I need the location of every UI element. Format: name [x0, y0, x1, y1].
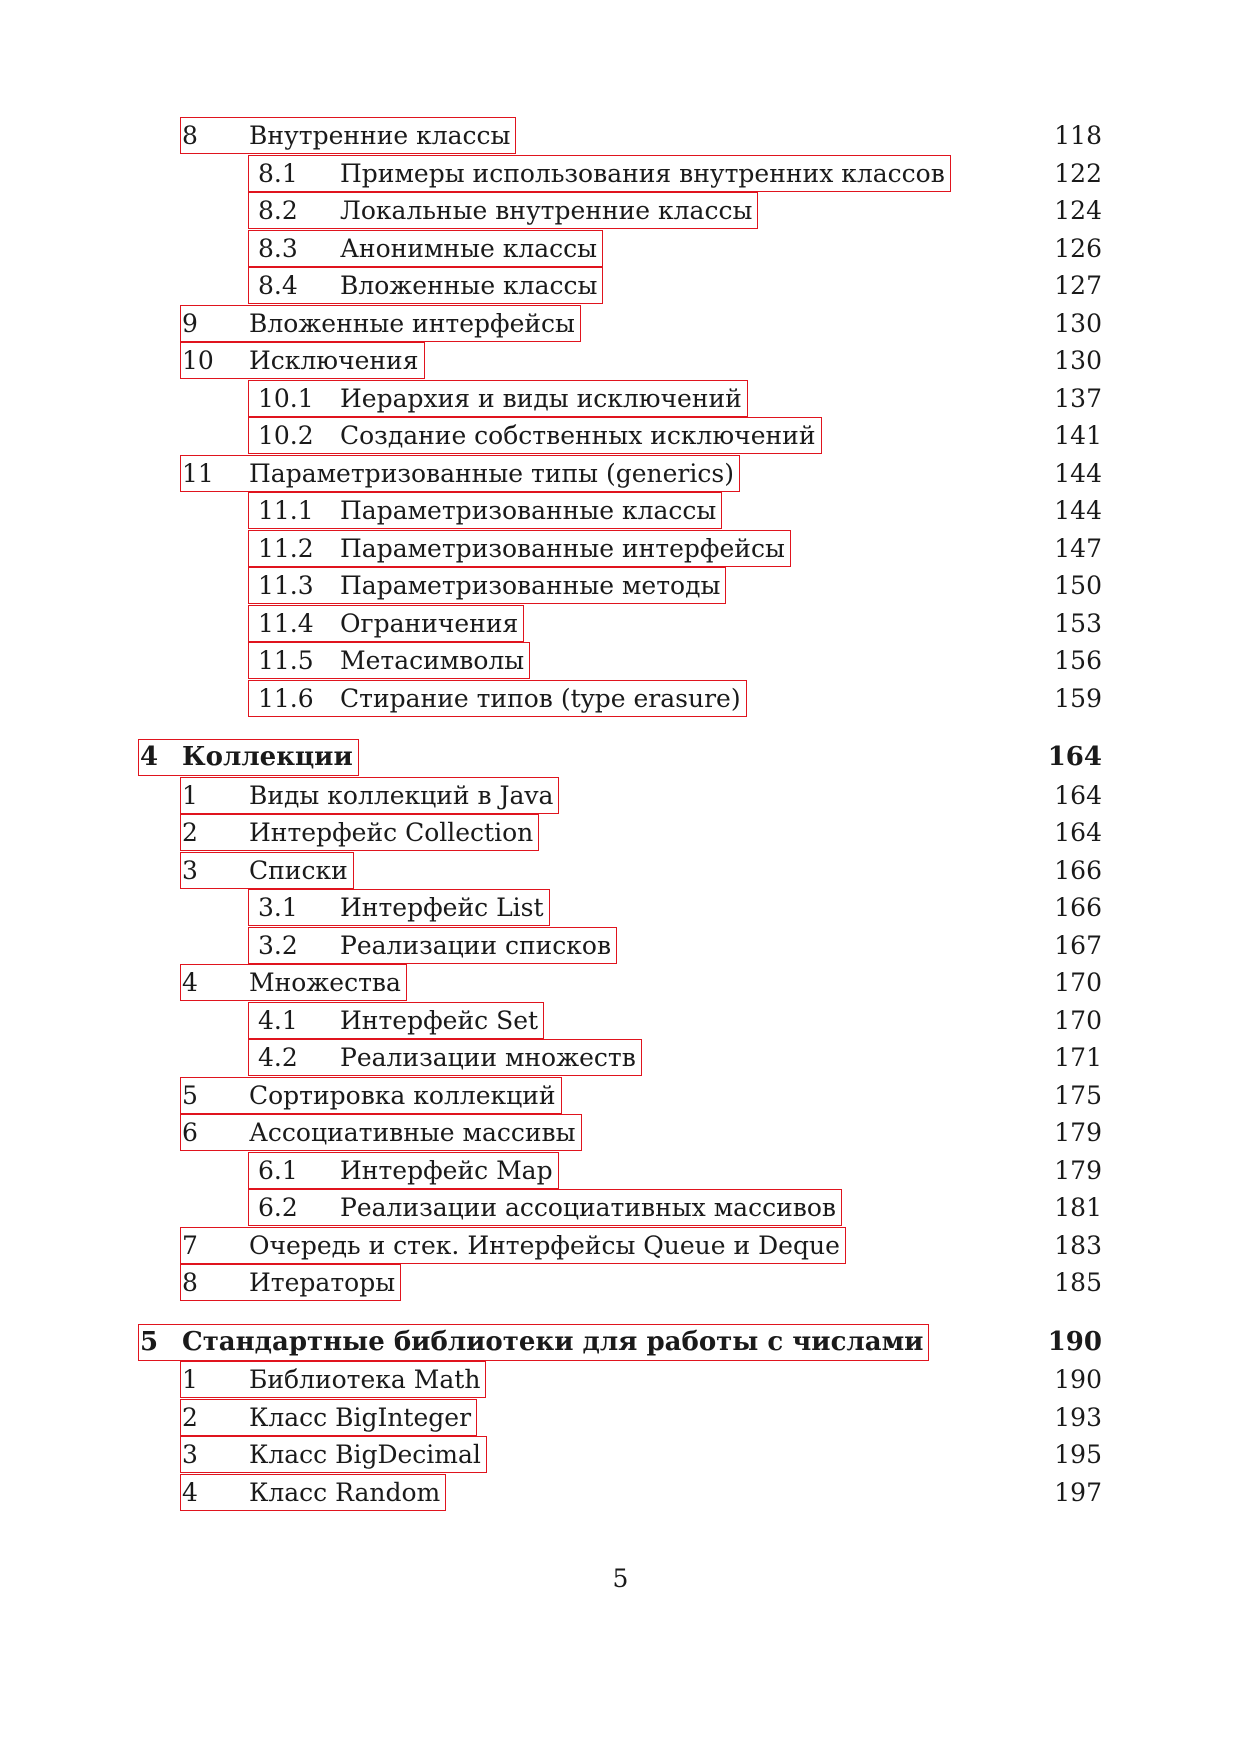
toc-entry-title: Стирание типов (type erasure) — [340, 684, 741, 713]
toc-entry-number: 4.2 — [258, 1043, 298, 1072]
toc-entry-number: 7 — [182, 1231, 198, 1260]
toc-entry-number: 10.1 — [258, 384, 314, 413]
toc-entry-page: 179 — [1054, 1118, 1102, 1147]
toc-entry-title: Интерфейс Collection — [249, 818, 534, 847]
toc-entry — [0, 155, 1102, 192]
toc-link-box[interactable] — [248, 380, 748, 417]
toc-link-box[interactable] — [180, 117, 516, 154]
toc-entry — [0, 455, 1102, 492]
toc-entry — [0, 1264, 1102, 1301]
toc-link-box[interactable] — [180, 1077, 562, 1114]
toc-entry — [0, 305, 1102, 342]
toc-entry-page: 130 — [1054, 309, 1102, 338]
toc-entry-title: Интерфейс Map — [340, 1156, 553, 1185]
toc-link-box[interactable] — [180, 1114, 582, 1151]
toc-entry-title: Интерфейс Set — [340, 1006, 539, 1035]
toc-chapter — [0, 739, 1102, 776]
toc-entry-page: 197 — [1054, 1478, 1102, 1507]
toc-entry — [0, 417, 1102, 454]
toc-link-box[interactable] — [138, 1324, 929, 1361]
toc-entry — [0, 1077, 1102, 1114]
toc-entry — [0, 889, 1102, 926]
toc-entry-number: 11.1 — [258, 496, 314, 525]
toc-entry-title: Ассоциативные массивы — [249, 1118, 576, 1147]
toc-link-box[interactable] — [248, 192, 758, 229]
toc-link-box[interactable] — [248, 889, 550, 926]
toc-entry-number: 4 — [182, 968, 198, 997]
toc-entry-page: 130 — [1054, 346, 1102, 375]
toc-entry-number: 1 — [182, 781, 198, 810]
toc-entry-number: 3 — [182, 1440, 198, 1469]
toc-entry-title: Реализации списков — [340, 931, 612, 960]
toc-entry — [0, 380, 1102, 417]
toc-entry — [0, 680, 1102, 717]
toc-entry-number: 11 — [182, 459, 214, 488]
toc-entry — [0, 1474, 1102, 1511]
toc-entry-title: Класс Random — [249, 1478, 441, 1507]
toc-entry-page: 181 — [1054, 1193, 1102, 1222]
toc-entry-title: Иерархия и виды исключений — [340, 384, 742, 413]
toc-entry-title: Параметризованные классы — [340, 496, 717, 525]
toc-entry-number: 11.4 — [258, 609, 314, 638]
toc-link-box[interactable] — [248, 1002, 544, 1039]
toc-entry-number: 8.1 — [258, 159, 298, 188]
page-number: 5 — [612, 1564, 629, 1593]
toc-entry — [0, 1039, 1102, 1076]
toc-link-box[interactable] — [248, 230, 603, 267]
toc-entry — [0, 492, 1102, 529]
toc-entry-page: 156 — [1054, 646, 1102, 675]
toc-entry-title: Создание собственных исключений — [340, 421, 816, 450]
toc-entry-title: Списки — [249, 856, 348, 885]
toc-entry-title: Класс BigInteger — [249, 1403, 472, 1432]
toc-link-box[interactable] — [248, 605, 524, 642]
toc-link-box[interactable] — [180, 814, 539, 851]
toc-entry-number: 8 — [182, 121, 198, 150]
toc-entry-title: Примеры использования внутренних классов — [340, 159, 945, 188]
toc-entry-page: 141 — [1054, 421, 1102, 450]
toc-entry-page: 153 — [1054, 609, 1102, 638]
toc-entry — [0, 1114, 1102, 1151]
toc-entry-number: 2 — [182, 1403, 198, 1432]
toc-link-box[interactable] — [180, 305, 581, 342]
toc-entry-page: 185 — [1054, 1268, 1102, 1297]
toc-entry-title: Класс BigDecimal — [249, 1440, 481, 1469]
toc-entry-page: 190 — [1054, 1365, 1102, 1394]
toc-entry-page: 164 — [1054, 781, 1102, 810]
toc-entry — [0, 230, 1102, 267]
toc-entry — [0, 1399, 1102, 1436]
toc-entry-number: 2 — [182, 818, 198, 847]
toc-entry-page: 193 — [1054, 1403, 1102, 1432]
toc-entry-page: 166 — [1054, 893, 1102, 922]
toc-entry-number: 6 — [182, 1118, 198, 1147]
toc-entry-number: 8 — [182, 1268, 198, 1297]
toc-entry-title: Параметризованные интерфейсы — [340, 534, 785, 563]
toc-entry — [0, 117, 1102, 154]
toc-link-box[interactable] — [180, 1436, 487, 1473]
toc-entry-page: 126 — [1054, 234, 1102, 263]
toc-entry-page: 190 — [1047, 1327, 1102, 1357]
toc-entry — [0, 814, 1102, 851]
toc-link-box[interactable] — [248, 1039, 642, 1076]
toc-entry-page: 137 — [1054, 384, 1102, 413]
toc-entry-page: 159 — [1054, 684, 1102, 713]
toc-entry-title: Ограничения — [340, 609, 519, 638]
toc-link-box[interactable] — [180, 1361, 486, 1398]
toc-entry-number: 11.6 — [258, 684, 314, 713]
toc-entry-page: 127 — [1054, 271, 1102, 300]
toc-entry-title: Вложенные классы — [340, 271, 598, 300]
toc-entry-number: 11.5 — [258, 646, 314, 675]
toc-link-box[interactable] — [180, 777, 559, 814]
toc-entry-page: 118 — [1054, 121, 1102, 150]
toc-link-box[interactable] — [248, 1189, 842, 1226]
toc-entry-number: 6.1 — [258, 1156, 298, 1185]
toc-entry — [0, 964, 1102, 1001]
toc-entry-title: Множества — [249, 968, 401, 997]
toc-entry-page: 164 — [1054, 818, 1102, 847]
toc-entry — [0, 777, 1102, 814]
toc-entry-page: 170 — [1054, 1006, 1102, 1035]
toc-link-box[interactable] — [180, 342, 425, 379]
toc-entry-number: 1 — [182, 1365, 198, 1394]
toc-entry-title: Исключения — [249, 346, 419, 375]
toc-link-box[interactable] — [180, 1227, 846, 1264]
toc-entry — [0, 192, 1102, 229]
toc-link-box[interactable] — [248, 642, 530, 679]
toc-entry-number: 11.2 — [258, 534, 314, 563]
toc-entry-title: Интерфейс List — [340, 893, 544, 922]
toc-entry-number: 4 — [182, 1478, 198, 1507]
toc-entry-title: Анонимные классы — [340, 234, 598, 263]
toc-entry-page: 171 — [1054, 1043, 1102, 1072]
toc-entry-title: Виды коллекций в Java — [249, 781, 554, 810]
toc-link-box[interactable] — [248, 530, 791, 567]
toc-entry-number: 6.2 — [258, 1193, 298, 1222]
toc-link-box[interactable] — [248, 567, 726, 604]
toc-link-box[interactable] — [180, 964, 407, 1001]
toc-entry-title: Сортировка коллекций — [249, 1081, 556, 1110]
toc-entry-title: Итераторы — [249, 1268, 396, 1297]
toc-entry-number: 5 — [182, 1081, 198, 1110]
toc-link-box[interactable] — [248, 267, 603, 304]
toc-entry-title: Внутренние классы — [249, 121, 511, 150]
toc-link-box[interactable] — [180, 1399, 477, 1436]
toc-entry-title: Стандартные библиотеки для работы с числами — [182, 1327, 924, 1357]
toc-link-box[interactable] — [248, 155, 951, 192]
toc-entry — [0, 1361, 1102, 1398]
toc-entry-title: Библиотека Math — [249, 1365, 481, 1394]
toc-entry-page: 170 — [1054, 968, 1102, 997]
toc-entry-page: 144 — [1054, 459, 1102, 488]
toc-entry — [0, 605, 1102, 642]
toc-entry — [0, 567, 1102, 604]
toc-link-box[interactable] — [248, 927, 617, 964]
toc-entry-number: 3.2 — [258, 931, 298, 960]
toc-entry-page: 164 — [1047, 742, 1102, 772]
toc-entry — [0, 1152, 1102, 1189]
toc-entry-page: 167 — [1054, 931, 1102, 960]
toc-entry-number: 8.2 — [258, 196, 298, 225]
toc-entry-title: Вложенные интерфейсы — [249, 309, 575, 338]
toc-entry — [0, 927, 1102, 964]
toc-link-box[interactable] — [180, 455, 740, 492]
toc-entry-title: Локальные внутренние классы — [340, 196, 753, 225]
toc-link-box[interactable] — [248, 1152, 559, 1189]
toc-link-box[interactable] — [248, 417, 822, 454]
toc-entry-page: 175 — [1054, 1081, 1102, 1110]
toc-entry-page: 147 — [1054, 534, 1102, 563]
toc-entry — [0, 530, 1102, 567]
toc-entry-title: Реализации множеств — [340, 1043, 636, 1072]
toc-link-box[interactable] — [180, 1264, 401, 1301]
toc-entry-title: Коллекции — [182, 742, 353, 772]
toc-entry-page: 124 — [1054, 196, 1102, 225]
toc-entry-number: 9 — [182, 309, 198, 338]
toc-entry-page: 195 — [1054, 1440, 1102, 1469]
toc-entry-number: 4.1 — [258, 1006, 298, 1035]
toc-link-box[interactable] — [180, 1474, 446, 1511]
toc-entry-number: 4 — [140, 742, 159, 772]
toc-chapter — [0, 1324, 1102, 1361]
toc-entry-page: 179 — [1054, 1156, 1102, 1185]
toc-entry — [0, 1436, 1102, 1473]
toc-entry — [0, 1227, 1102, 1264]
toc-entry-title: Параметризованные типы (generics) — [249, 459, 734, 488]
toc-entry-page: 122 — [1054, 159, 1102, 188]
toc-entry-number: 3.1 — [258, 893, 298, 922]
toc-entry-page: 150 — [1054, 571, 1102, 600]
toc-entry-number: 8.4 — [258, 271, 298, 300]
toc-link-box[interactable] — [248, 680, 747, 717]
toc-entry-title: Очередь и стек. Интерфейсы Queue и Deque — [249, 1231, 840, 1260]
toc-link-box[interactable] — [180, 852, 354, 889]
toc-entry — [0, 342, 1102, 379]
toc-entry — [0, 852, 1102, 889]
toc-entry-title: Метасимволы — [340, 646, 525, 675]
toc-entry-number: 8.3 — [258, 234, 298, 263]
toc-entry-number: 10.2 — [258, 421, 314, 450]
toc-entry-page: 166 — [1054, 856, 1102, 885]
toc-entry — [0, 1002, 1102, 1039]
toc-entry-number: 3 — [182, 856, 198, 885]
toc-entry — [0, 1189, 1102, 1226]
toc-entry-number: 11.3 — [258, 571, 314, 600]
toc-entry-number: 5 — [140, 1327, 159, 1357]
toc-link-box[interactable] — [138, 739, 359, 776]
toc-entry-title: Реализации ассоциативных массивов — [340, 1193, 836, 1222]
toc-entry-title: Параметризованные методы — [340, 571, 721, 600]
toc-entry-page: 144 — [1054, 496, 1102, 525]
toc-link-box[interactable] — [248, 492, 722, 529]
toc-entry-page: 183 — [1054, 1231, 1102, 1260]
toc-entry-number: 10 — [182, 346, 214, 375]
toc-entry — [0, 642, 1102, 679]
toc-entry — [0, 267, 1102, 304]
